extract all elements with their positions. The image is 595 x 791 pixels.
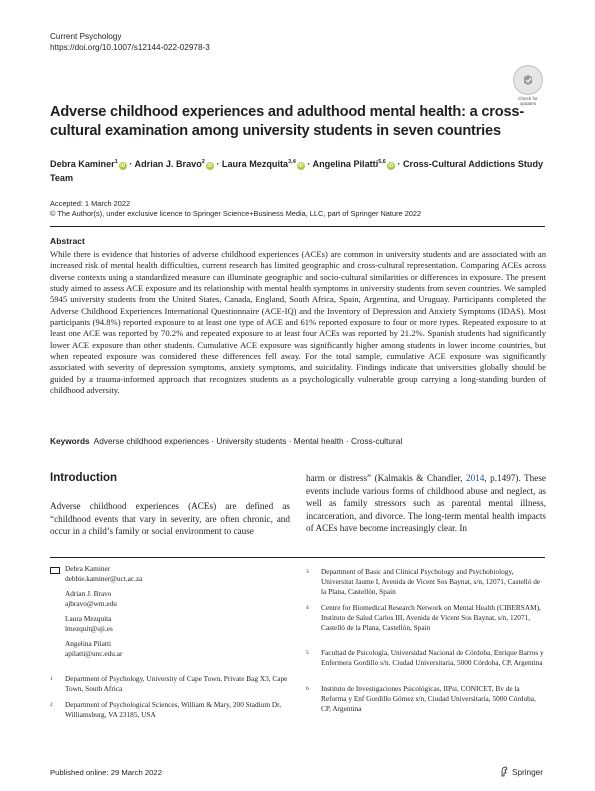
badge-text-1: Check for xyxy=(518,96,538,101)
author-separator: · xyxy=(397,159,401,170)
affiliation-number: 4 xyxy=(306,605,309,611)
check-updates-icon xyxy=(513,65,543,95)
contact-entry xyxy=(65,639,122,659)
badge-text-2: updates xyxy=(519,101,537,106)
author-affiliation-sup: 2 xyxy=(201,159,205,165)
journal-name: Current Psychology xyxy=(50,32,122,41)
keywords-label: Keywords xyxy=(50,436,90,446)
orcid-icon[interactable]: iD xyxy=(120,163,126,170)
contact-email[interactable]: lmezquit@uji.es xyxy=(65,624,113,634)
author-separator: · xyxy=(216,159,220,170)
affiliation-number: 2 xyxy=(50,702,53,708)
author-name[interactable]: Laura Mezquita xyxy=(221,159,289,170)
affiliation-number: 1 xyxy=(50,676,53,682)
affiliation-number: 3 xyxy=(306,569,309,575)
contact-entry xyxy=(65,564,142,584)
affiliation-text: Facultad de Psicología, Universidad Nacional de Córdoba, Enrique Barros y Enfermera Gordillo s/n. Ciudad Universitaria, 5000 Córdoba, CP, Argentina xyxy=(321,648,544,668)
author-affiliation-sup: 1 xyxy=(114,159,118,165)
header-divider xyxy=(50,226,545,227)
author-list xyxy=(50,156,550,185)
copyright-notice: © The Author(s), under exclusive licence to Springer Science+Business Media, LLC, part of Springer Nature 2022 xyxy=(50,209,422,218)
affiliation-number: 5 xyxy=(306,650,309,656)
author-separator: · xyxy=(307,159,311,170)
author-name[interactable]: Adrian J. Bravo xyxy=(134,159,202,170)
springer-horse-icon xyxy=(500,766,509,779)
citation-link[interactable]: 2014 xyxy=(465,473,485,483)
contact-email[interactable]: apilatti@unc.edu.ar xyxy=(65,649,123,659)
affiliation-text: Department of Basic and Clinical Psychology and Psychobiology, Universitat Jaume I, Avenida de Vicent Sos Baynat, s/n, 12071, Castelló de la Plana, Castellón, Spain xyxy=(321,567,541,597)
published-date: Published online: 29 March 2022 xyxy=(50,768,162,777)
contact-entry xyxy=(65,614,113,634)
contact-entry xyxy=(65,589,117,609)
author-affiliation-sup: 5,6 xyxy=(378,159,386,165)
abstract-heading: Abstract xyxy=(50,236,85,246)
intro-text-after-cite: , p.1497). These events include various forms of childhood abuse and neglect, as well as family stressors such as parental mental illness, incarceration, and divorce. The long-term mental health impacts of ACEs have become increasingly clear. In xyxy=(306,473,546,534)
abstract-text: While there is evidence that histories of adverse childhood experiences (ACEs) are common in university students and are associated with an increased risk of mental health difficulties, current research has limited geographic and cross-cultural representation. Comparing ACEs across diverse contexts using a standardized measure can illuminate geographic and socio-cultural similarities or differences in exposure. The present study aimed to assess ACE exposure and its relationship with mental health symptoms in university students from seven countries. We sampled 5945 university students from the United States, Canada, England, South Africa, Spain, Argentina, and Uruguay. Participants completed the Adverse Childhood Experiences International Questionnaire (ACE-IQ) and the Inventory of Depression and Anxiety Symptoms (IDAS). Most participants (94.8%) reported exposure to at least one type of ACE and 61% reported exposure to four or more types. Repeated exposure to at least one ACE was reported by 70.2% and repeated exposure to at least four ACEs was reported by 21.2%. Spanish students had significantly lower ACE exposure than other students. Cumulative ACE exposure was significantly higher among students in lower income countries, but when repeated exposure was considered these differences fell away. For the total sample, cumulative ACE exposure was significantly associated with severity of depression symptoms, anxiety symptoms, and suicidality. Findings indicate that universities globally should be guided by a trauma-informed approach that recognizes students as a psychologically vulnerable group carrying a long-standing burden of childhood adversity. xyxy=(50,249,546,396)
intro-text-before-cite: harm or distress” (Kalmakis & Chandler, xyxy=(306,473,466,483)
affiliation-text: Centre for Biomedical Research Network on Mental Health (CIBERSAM), Instituto de Salud Carlos III, Avenida de Vicent Sos Baynat, s/n, 12071, Castelló de la Plana, Castellón, Spain xyxy=(321,603,541,633)
contact-name: Adrian J. Bravo xyxy=(65,589,112,598)
affiliation-number: 6 xyxy=(306,686,309,692)
publisher-logo xyxy=(500,766,543,779)
contact-name: Laura Mezquita xyxy=(65,614,112,623)
author-name[interactable]: Debra Kaminer xyxy=(50,159,115,170)
affiliation-text: Department of Psychology, University of Cape Town, Private Bag X3, Cape Town, South Africa xyxy=(65,674,288,694)
affiliation-text: Department of Psychological Sciences, William & Mary, 200 Stadium Dr, Williamsburg, VA 23185, USA xyxy=(65,700,282,720)
orcid-icon[interactable]: iD xyxy=(388,163,394,170)
keywords xyxy=(50,436,402,446)
contact-name: Angelina Pilatti xyxy=(65,639,112,648)
keywords-list: Adverse childhood experiences · University students · Mental health · Cross-cultural xyxy=(93,436,403,446)
affiliation-text: Instituto de Investigaciones Psicológicas, IIPsi, CONICET, Bv de la Reforma y Enf Gordillo Gómez s/n, Ciudad Universitaria, 5000 Córdoba, CP, Argentina xyxy=(321,684,536,714)
article-title: Adverse childhood experiences and adulthood mental health: a cross-cultural examination among university students in seven countries xyxy=(50,104,524,139)
accepted-date: Accepted: 1 March 2022 xyxy=(50,199,131,208)
publisher-name: Springer xyxy=(512,768,543,777)
contact-email[interactable]: ajbravo@wm.edu xyxy=(65,599,117,609)
author-affiliation-sup: 3,4 xyxy=(288,159,296,165)
contact-email[interactable]: debbie.kaminer@uct.ac.za xyxy=(65,574,143,584)
contact-name: Debra Kaminer xyxy=(65,564,111,573)
group-author: Cross-Cultural Addictions Study Team xyxy=(50,159,544,183)
author-separator: · xyxy=(129,159,133,170)
doi-link[interactable]: https://doi.org/10.1007/s12144-022-02978-3 xyxy=(50,43,210,52)
envelope-icon xyxy=(50,567,60,574)
footnote-divider xyxy=(50,557,545,558)
intro-column-left: Adverse childhood experiences (ACEs) are defined as “childhood events that vary in severity, are often chronic, and occur in a child’s family or social environment to cause xyxy=(50,501,290,537)
orcid-icon[interactable]: iD xyxy=(298,163,304,170)
introduction-heading: Introduction xyxy=(50,472,118,484)
author-name[interactable]: Angelina Pilatti xyxy=(312,159,379,170)
intro-column-right xyxy=(306,472,546,535)
orcid-icon[interactable]: iD xyxy=(207,163,213,170)
check-for-updates-badge[interactable] xyxy=(513,65,543,106)
